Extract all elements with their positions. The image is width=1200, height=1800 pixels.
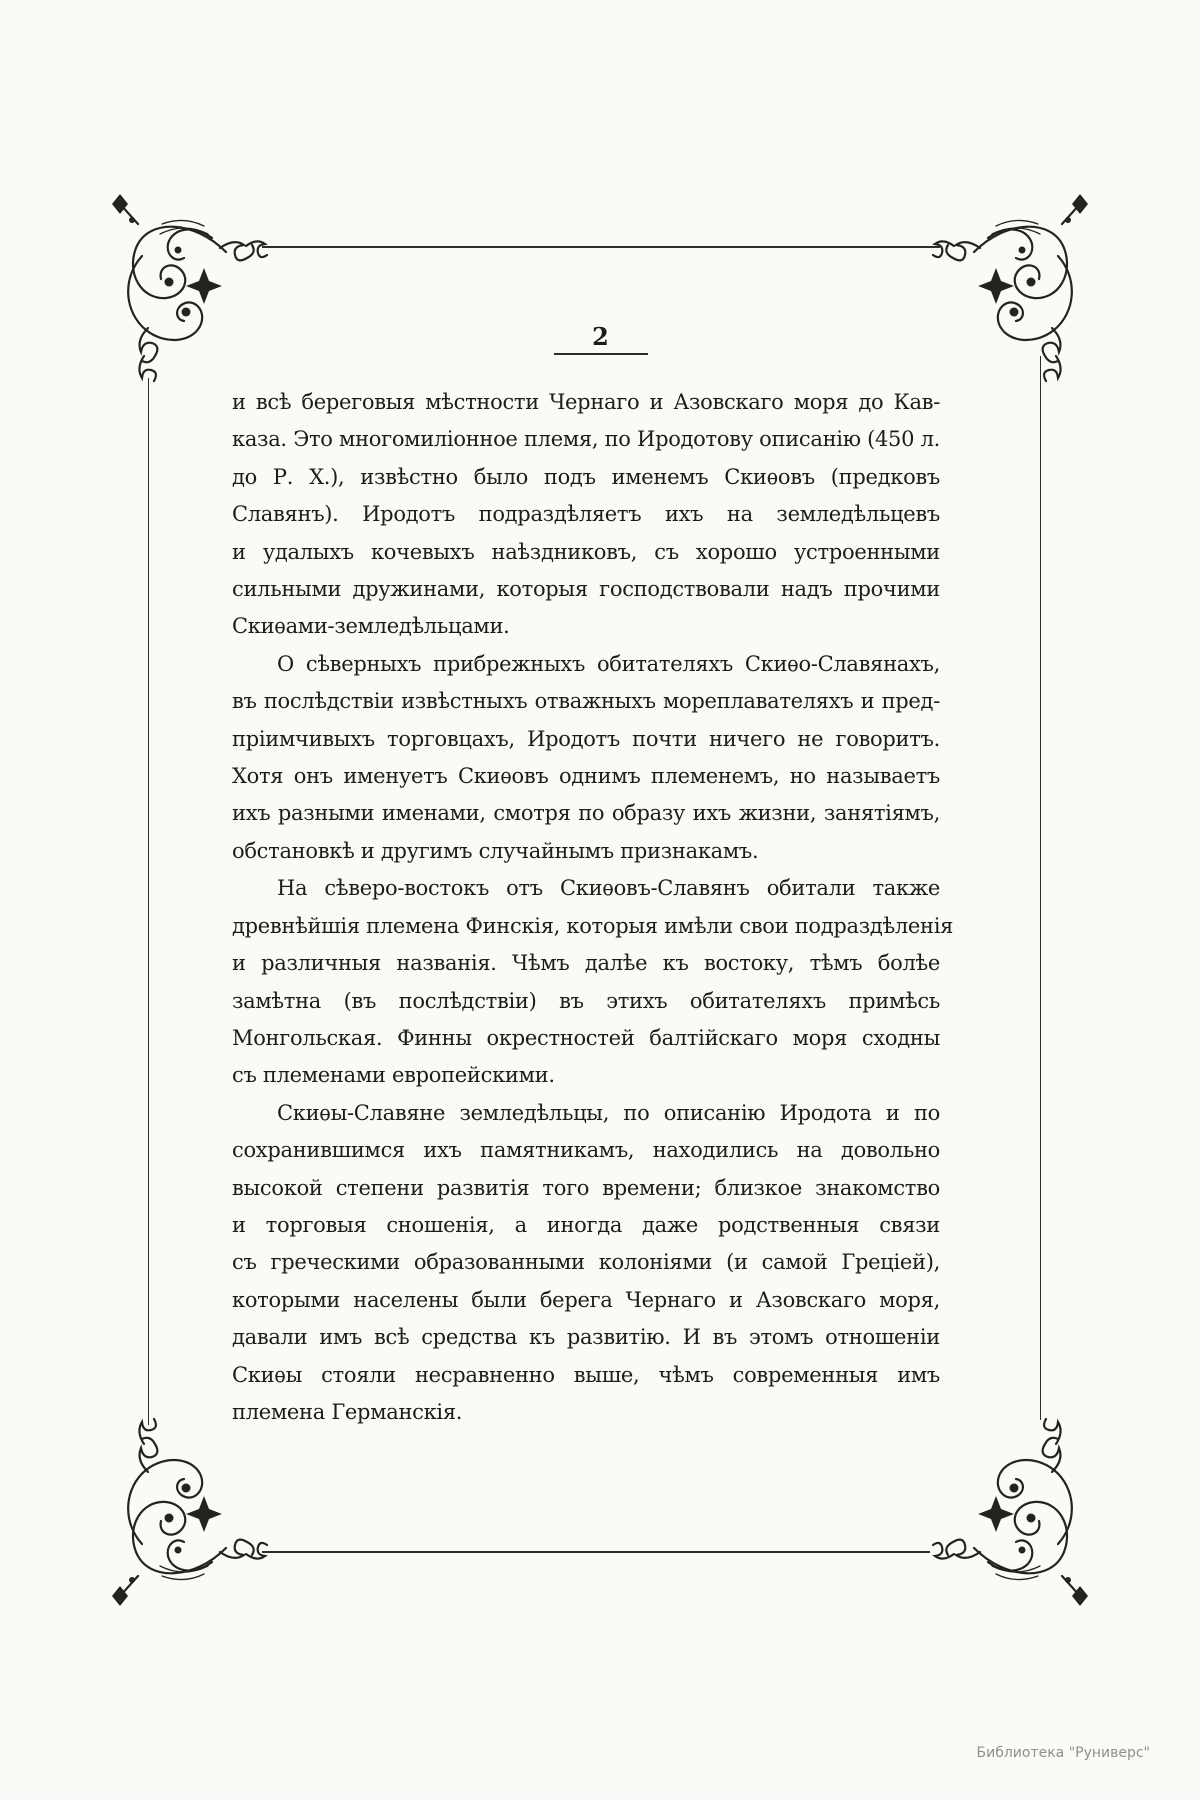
text-line: и удалыхъ кочевыхъ наѣздниковъ, съ хорошо устроенными	[232, 539, 940, 564]
text-line: Скиѳами-земледѣльцами.	[232, 614, 510, 639]
paragraph	[232, 384, 940, 646]
text-line: На сѣверо-востокъ отъ Скиѳовъ-Славянъ обитали также	[277, 876, 940, 901]
text-line: до Р. Х.), извѣстно было подъ именемъ Скиѳовъ (предковъ	[232, 464, 940, 489]
text-line: и всѣ береговыя мѣстности Чернаго и Азовскаго моря до Кав-	[232, 390, 940, 414]
page-number-rule	[554, 353, 648, 355]
text-line: съ греческими образованными колоніями (и самой Греціей),	[232, 1250, 940, 1275]
text-line: О сѣверныхъ прибрежныхъ обитателяхъ Скиѳо-Славянахъ,	[277, 651, 940, 676]
text-line: Славянъ). Иродотъ подраздѣляетъ ихъ на земледѣльцевъ	[232, 502, 940, 527]
text-line: замѣтна (въ послѣдствіи) въ этихъ обитателяхъ примѣсь	[232, 988, 940, 1013]
frame-top-rule	[262, 246, 940, 248]
floral-flourish-icon	[922, 190, 1092, 390]
paragraph	[232, 870, 954, 1094]
text-line: обстановкѣ и другимъ случайнымъ признакамъ.	[232, 838, 759, 863]
text-line: которыми населены были берега Чернаго и Азовскаго моря,	[232, 1287, 940, 1312]
floral-flourish-icon	[922, 1410, 1092, 1610]
frame-left-rule	[148, 378, 149, 1425]
floral-flourish-icon	[108, 1410, 278, 1610]
page-number: 2	[592, 322, 610, 351]
floral-flourish-icon	[108, 190, 278, 390]
frame-bottom-rule	[262, 1551, 930, 1553]
text-line: Монгольская. Финны окрестностей балтійскаго моря сходны	[232, 1025, 940, 1050]
text-line: и различныя названія. Чѣмъ далѣе къ востоку, тѣмъ болѣе	[232, 951, 940, 976]
text-line: Скиѳы стояли несравненно выше, чѣмъ современныя имъ	[232, 1362, 940, 1387]
text-line: сохранившимся ихъ памятникамъ, находились на довольно	[232, 1138, 940, 1163]
text-line: съ племенами европейскими.	[232, 1063, 555, 1088]
text-line: высокой степени развитія того времени; близкое знакомство	[232, 1175, 940, 1200]
text-line: и торговыя сношенія, а иногда даже родственныя связи	[232, 1212, 940, 1237]
frame-right-rule	[1040, 356, 1041, 1420]
paragraph	[232, 1095, 940, 1432]
text-line: племена Германскія.	[232, 1399, 463, 1424]
text-line: каза. Это многомиліонное племя, по Иродотову описанію (450 л.	[232, 427, 940, 452]
library-watermark: Библиотека "Руниверс"	[976, 1745, 1150, 1761]
text-line: пріимчивыхъ торговцахъ, Иродотъ почти ничего не говоритъ.	[232, 726, 940, 751]
text-line: Хотя онъ именуетъ Скиѳовъ однимъ племенемъ, но называетъ	[232, 764, 940, 789]
text-line: сильными дружинами, которыя господствовали надъ прочими	[232, 577, 940, 602]
text-line: въ послѣдствіи извѣстныхъ отважныхъ мореплавателяхъ и пред-	[232, 689, 940, 714]
text-line: ихъ разными именами, смотря по образу ихъ жизни, занятіямъ,	[232, 801, 940, 826]
text-line: Скиѳы-Славяне земледѣльцы, по описанію Иродота и по	[277, 1100, 940, 1125]
paragraph	[232, 646, 940, 870]
page-text	[232, 384, 954, 1431]
text-line: древнѣйшія племена Финскія, которыя имѣли свои подраздѣленія	[232, 913, 954, 938]
text-line: давали имъ всѣ средства къ развитію. И въ этомъ отношеніи	[232, 1325, 940, 1350]
